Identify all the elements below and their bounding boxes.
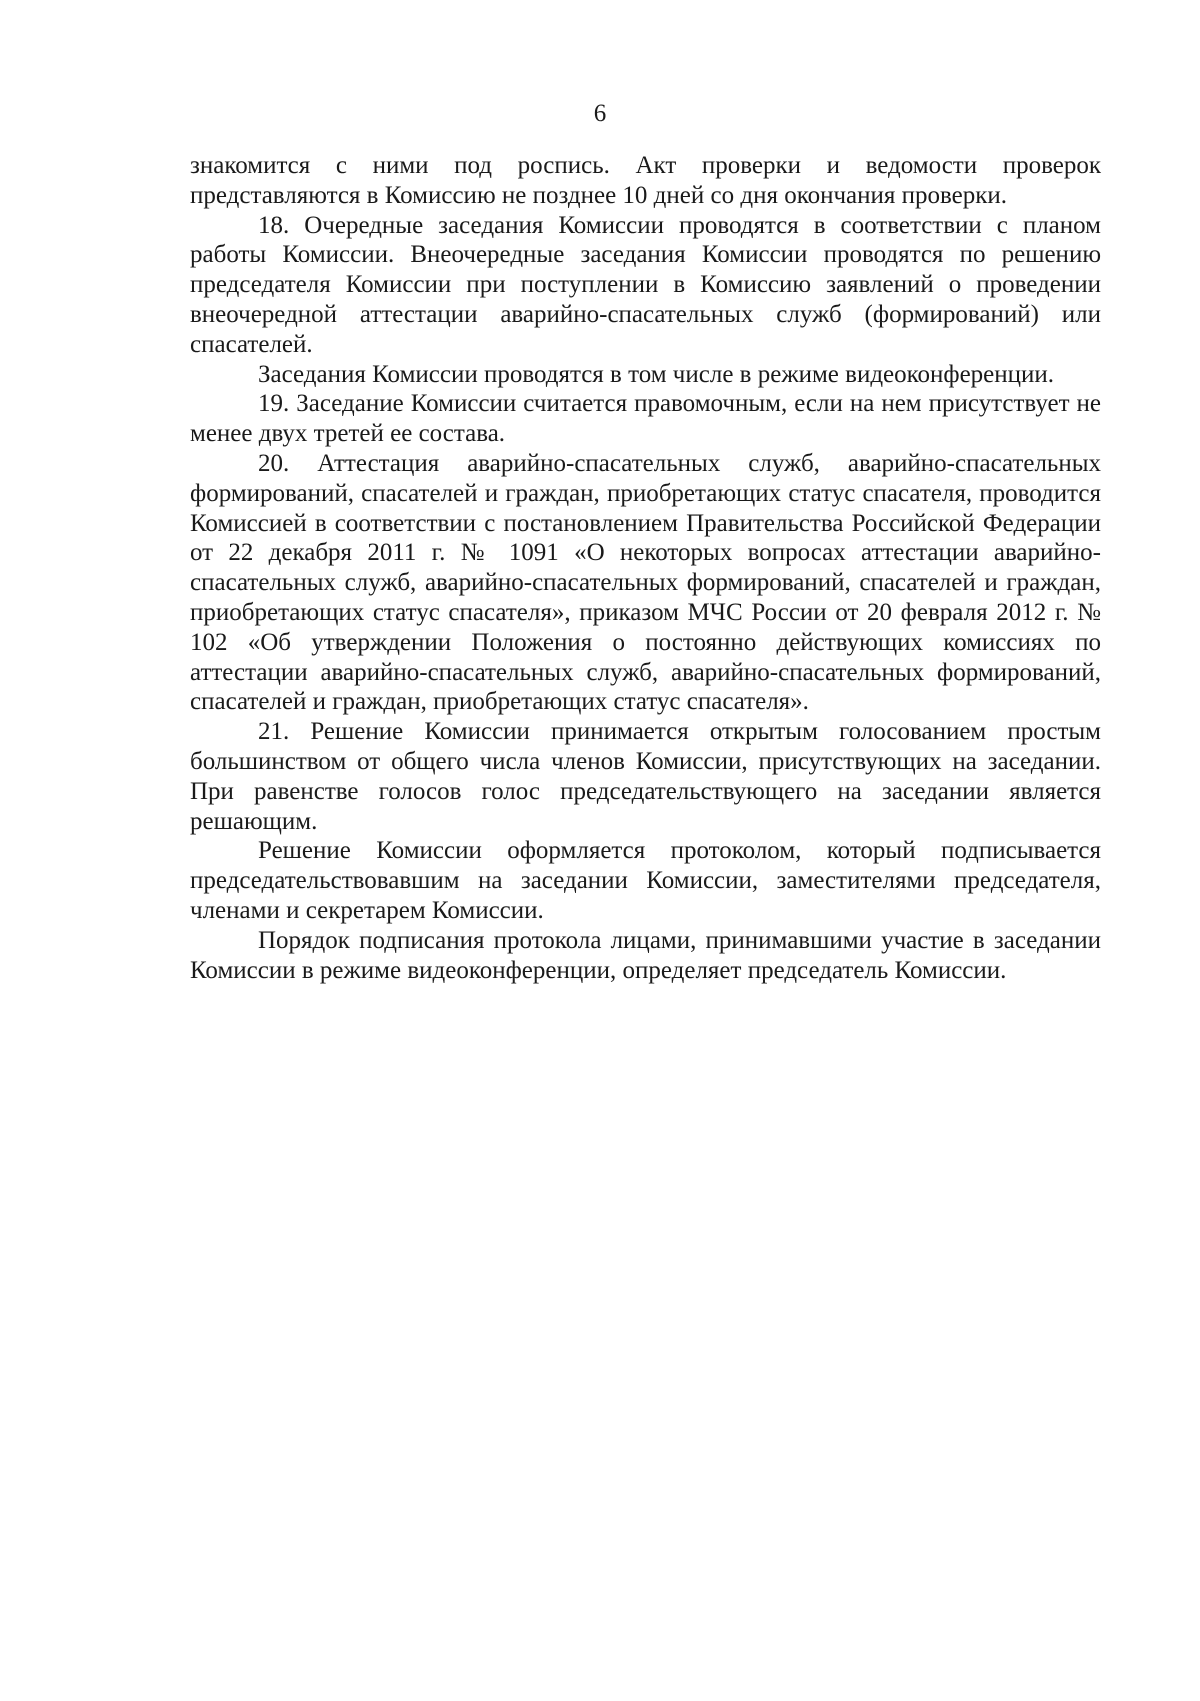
paragraph-protocol: Решение Комиссии оформляется протоколом, который подписывается председательствовавшим на заседании Комиссии, заместителями председателя, членами и секретарем Комиссии.	[190, 837, 1101, 924]
paragraph-19: 19. Заседание Комиссии считается правомочным, если на нем присутствует не менее двух третей ее состава.	[190, 390, 1101, 448]
paragraph-videoconference: Заседания Комиссии проводятся в том числе в режиме видеоконференции.	[258, 360, 1055, 388]
paragraph-21: 21. Решение Комиссии принимается открытым голосованием простым большинством от общего числа членов Комиссии, присутствующих на заседании. При равенстве голосов голос председательствующего на заседании является решающим.	[190, 718, 1101, 835]
paragraph-20: 20. Аттестация аварийно-спасательных служб, аварийно-спасательных формирований, спасателей и граждан, приобретающих статус спасателя, проводится Комиссией в соответствии с постановлением Правительства Российской Федерации от 22 декабря 2011 г. № 1091 «О некоторых вопросах аттестации аварийно-спасательных служб, аварийно-спасательных формирований, спасателей и граждан, приобретающих статус спасателя», приказом МЧС России от 20 февраля 2012 г. № 102 «Об утверждении Положения о постоянно действующих комиссиях по аттестации аварийно-спасательных служб, аварийно-спасательных формирований, спасателей и граждан, приобретающих статус спасателя».	[190, 449, 1101, 716]
paragraph-18: 18. Очередные заседания Комиссии проводятся в соответствии с планом работы Комиссии. Внеочередные заседания Комиссии проводятся по решению председателя Комиссии при поступлении в Комиссию заявлений о проведении внеочередной аттестации аварийно-спасательных служб (формирований) или спасателей.	[190, 211, 1101, 358]
paragraph-signing-order: Порядок подписания протокола лицами, принимавшими участие в заседании Комиссии в режиме видеоконференции, определяет председатель Комиссии.	[190, 926, 1101, 984]
document-body	[190, 151, 1101, 985]
paragraph-continuation: знакомится с ними под роспись. Акт проверки и ведомости проверок представляются в Комиссию не позднее 10 дней со дня окончания проверки.	[190, 152, 1101, 209]
page-number: 6	[593, 100, 607, 127]
